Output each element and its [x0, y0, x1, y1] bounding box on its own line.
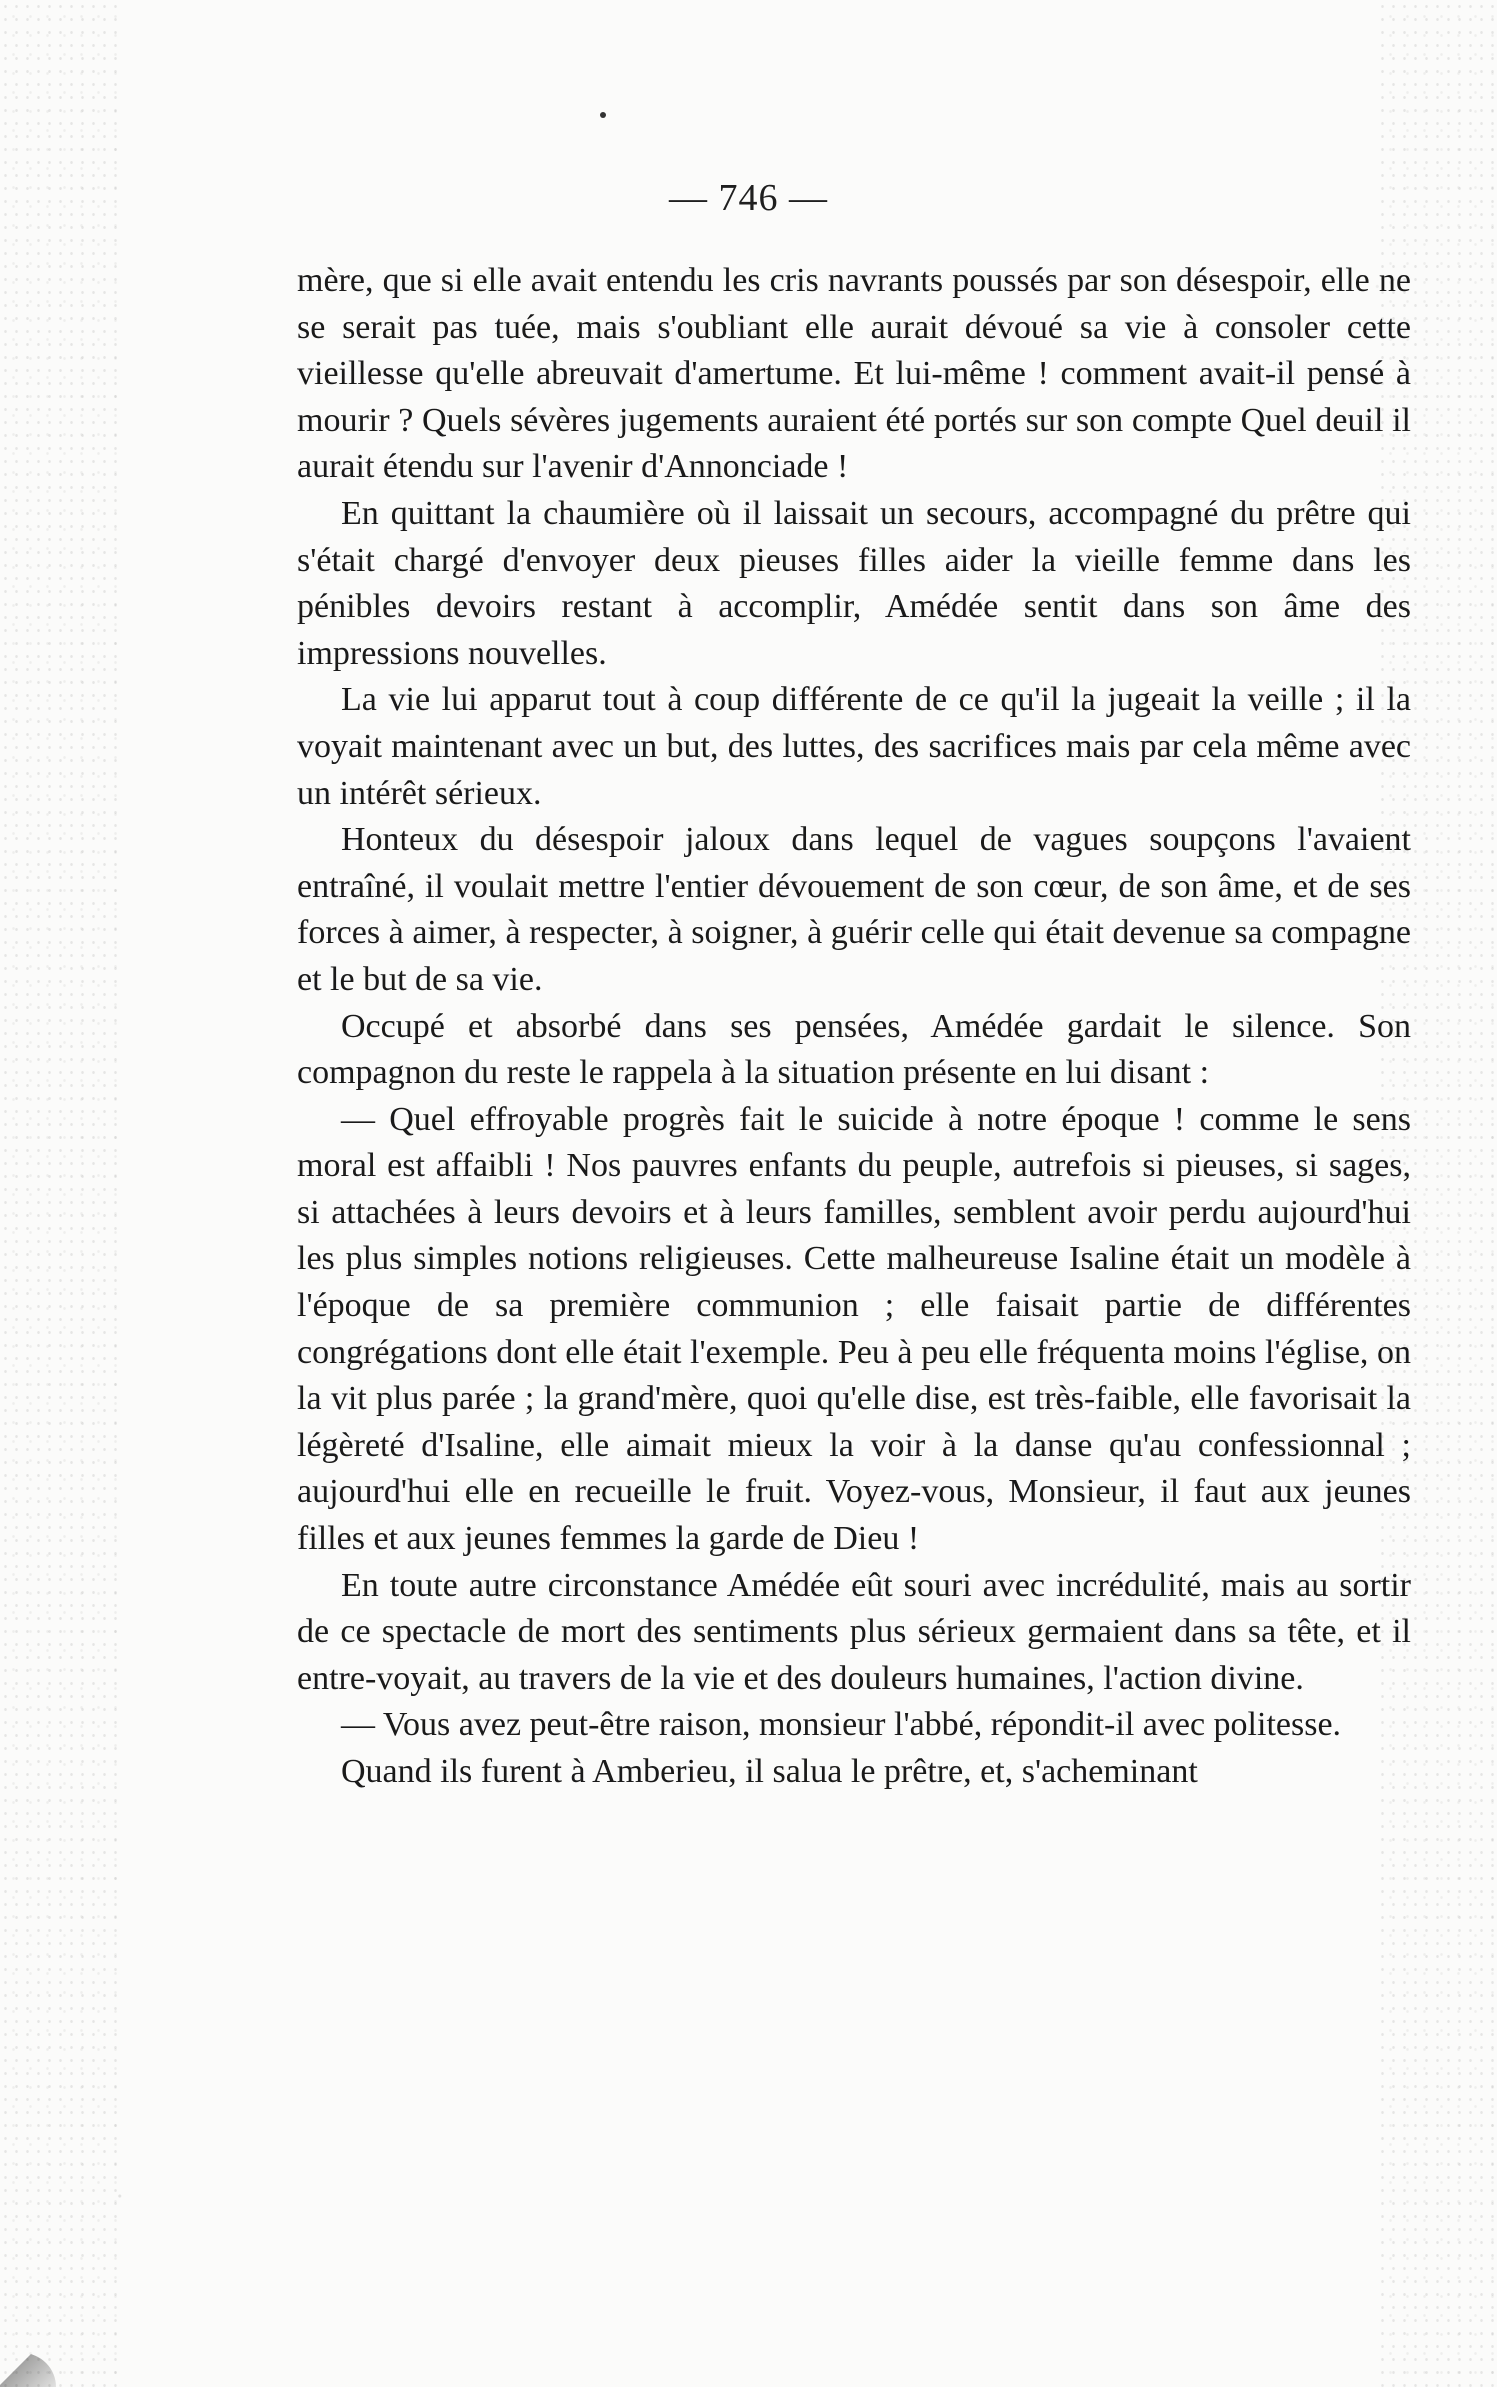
paragraph-1: mère, que si elle avait entendu les cris navrants poussés par son désespoir, elle ne se serait pas tuée, mais s'oubliant elle aurait dévoué sa vie à consoler cette vieillesse qu'elle abreuvait d'amertume. Et lui-même ! comment avait-il pensé à mourir ? Quels sévères jugements auraient été portés sur son compte Quel deuil il aurait étendu sur l'avenir d'Annonciade !: [297, 262, 1411, 486]
paragraph-8: — Vous avez peut-être raison, monsieur l'abbé, répondit-il avec politesse.: [341, 1706, 1342, 1744]
page-number: — 746 —: [669, 177, 828, 219]
paragraph-4: Honteux du désespoir jaloux dans lequel de vagues soupçons l'avaient entraîné, il voulait mettre l'entier dévouement de son cœur, de son âme, et de ses forces à aimer, à respecter, à soigner, à guérir celle qui était devenue sa compagne et le but de sa vie.: [297, 821, 1411, 998]
paragraph-5: Occupé et absorbé dans ses pensées, Amédée gardait le silence. Son compagnon du reste le rappela à la situation présente en lui disant :: [297, 1007, 1411, 1092]
paragraph-6: — Quel effroyable progrès fait le suicide à notre époque ! comme le sens moral est affaibli ! Nos pauvres enfants du peuple, autrefois si pieuses, si sages, si attachées à leurs devoirs et à leurs familles, semblent avoir perdu aujourd'hui les plus simples notions religieuses. Cette malheureuse Isaline était un modèle à l'époque de sa première communion ; elle faisait partie de différentes congrégations dont elle était l'exemple. Peu à peu elle fréquenta moins l'église, on la vit plus parée ; la grand'mère, quoi qu'elle dise, est très-faible, elle favorisait la légèreté d'Isaline, elle aimait mieux la voir à la danse qu'au confessionnal ; aujourd'hui elle en recueille le fruit. Voyez-vous, Monsieur, il faut aux jeunes filles et aux jeunes femmes la garde de Dieu !: [297, 1100, 1411, 1558]
printer-dot-mark: [600, 112, 606, 118]
paragraph-9: Quand ils furent à Amberieu, il salua le prêtre, et, s'acheminant: [341, 1753, 1198, 1790]
paragraph-2: En quittant la chaumière où il laissait un secours, accompagné du prêtre qui s'était chargé d'envoyer deux pieuses filles aider la vieille femme dans les pénibles devoirs restant à accomplir, Amédée sentit dans son âme des impressions nouvelles.: [297, 494, 1411, 672]
left-margin-speckle: [0, 0, 120, 2387]
paragraph-3: La vie lui apparut tout à coup différente de ce qu'il la jugeait la veille ; il la voyait maintenant avec un but, des luttes, des sacrifices mais par cela même avec un intérêt sérieux.: [297, 681, 1411, 812]
paragraph-7: En toute autre circonstance Amédée eût souri avec incrédulité, mais au sortir de ce spectacle de mort des sentiments plus sérieux germaient dans sa tête, et il entre-voyait, au travers de la vie et des douleurs humaines, l'action divine.: [297, 1566, 1411, 1697]
body-text: [297, 258, 1411, 2118]
